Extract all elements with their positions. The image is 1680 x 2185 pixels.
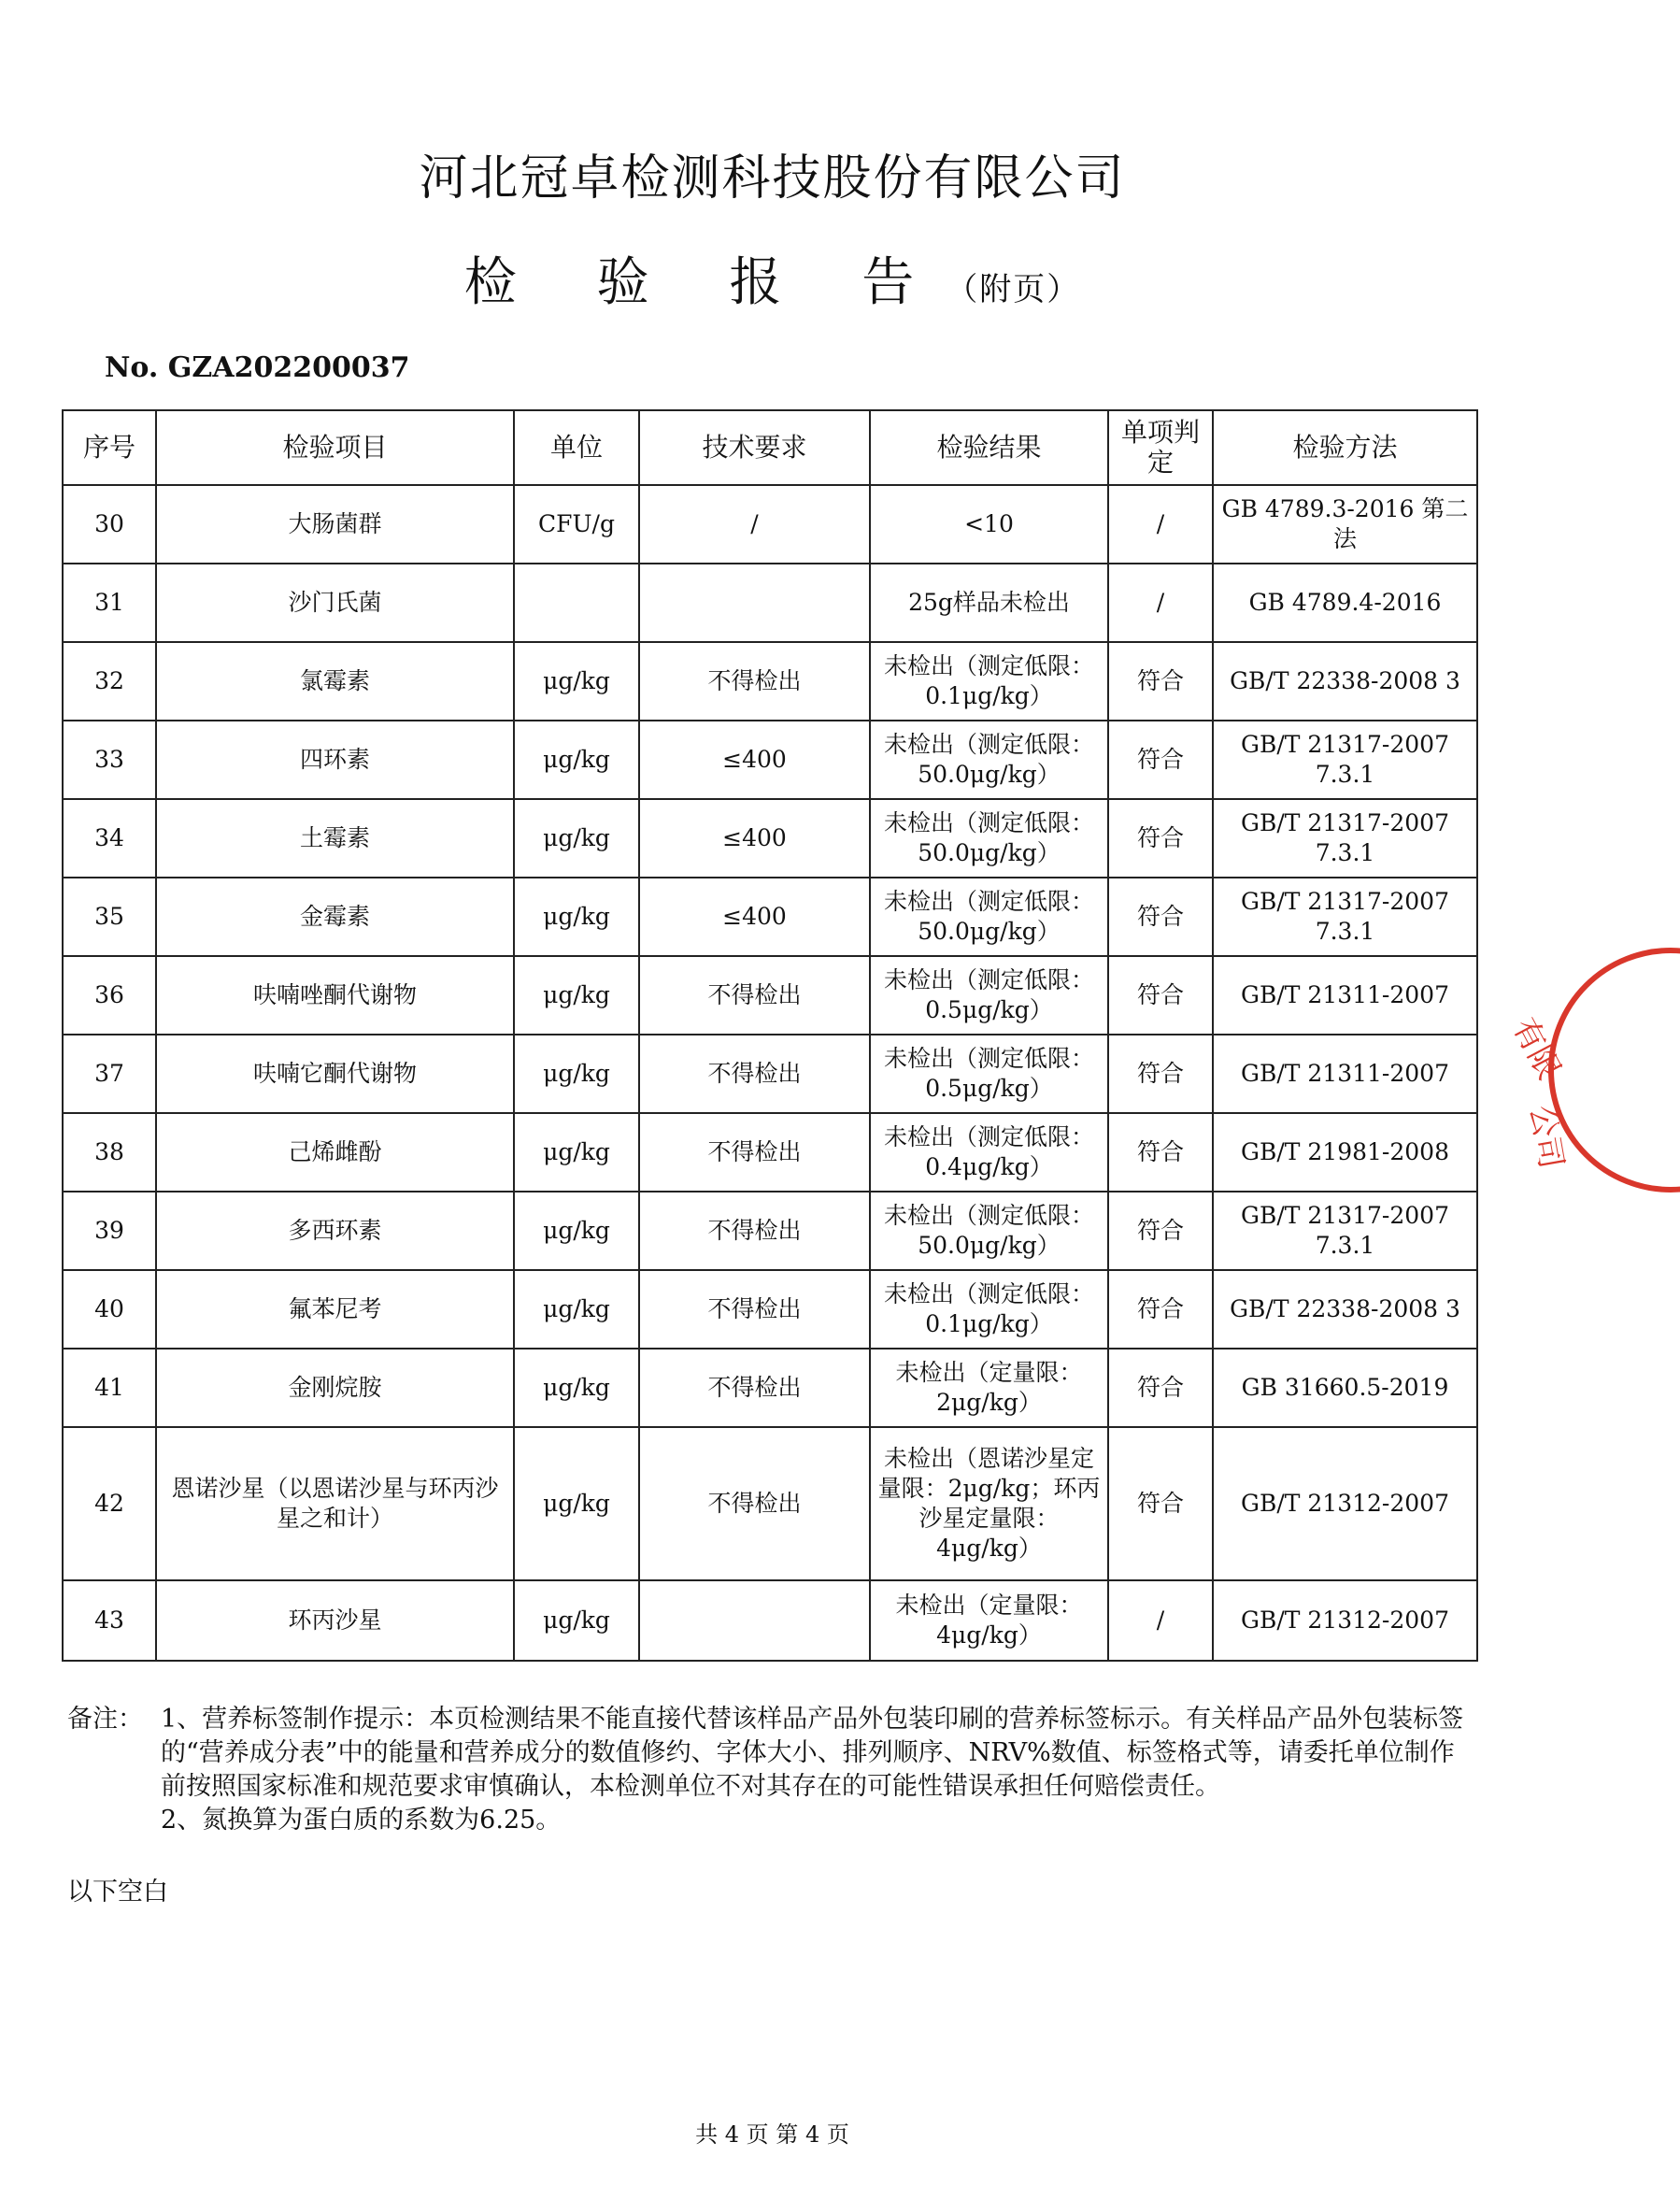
cell-unit: μg/kg	[514, 642, 639, 721]
table-row	[63, 956, 1477, 1035]
cell-method: GB 4789.3-2016 第二法	[1213, 485, 1477, 564]
table-row	[63, 1192, 1477, 1270]
page-number: 共 4 页 第 4 页	[695, 2121, 849, 2148]
cell-result: 未检出（测定低限：50.0μg/kg）	[870, 799, 1108, 878]
table-row	[63, 1580, 1477, 1661]
cell-method: GB/T 22338-2008 3	[1213, 1270, 1477, 1349]
cell-requirement	[639, 1580, 870, 1661]
report-number: No. GZA202200037	[105, 351, 410, 384]
cell-requirement: ≤400	[639, 721, 870, 799]
cell-unit: μg/kg	[514, 1035, 639, 1113]
cell-method: GB/T 21317-2007 7.3.1	[1213, 1192, 1477, 1270]
cell-no: 32	[63, 642, 156, 721]
header-no: 序号	[63, 410, 156, 485]
cell-unit: μg/kg	[514, 1349, 639, 1427]
cell-result: 未检出（测定低限：0.1μg/kg）	[870, 642, 1108, 721]
table-row	[63, 1113, 1477, 1192]
cell-method: GB/T 21981-2008	[1213, 1113, 1477, 1192]
cell-result: 未检出（测定低限：0.5μg/kg）	[870, 1035, 1108, 1113]
cell-item: 己烯雌酚	[156, 1113, 514, 1192]
cell-requirement: 不得检出	[639, 1270, 870, 1349]
report-title-line	[0, 241, 1545, 316]
header-method: 检验方法	[1213, 410, 1477, 485]
svg-text:公司: 公司	[1522, 1102, 1571, 1172]
table-row	[63, 1427, 1477, 1580]
cell-no: 35	[63, 878, 156, 956]
cell-item: 呋喃唑酮代谢物	[156, 956, 514, 1035]
cell-judgement: 符合	[1108, 799, 1213, 878]
cell-no: 41	[63, 1349, 156, 1427]
cell-method: GB/T 21317-2007 7.3.1	[1213, 878, 1477, 956]
results-table	[62, 409, 1478, 1662]
cell-unit: μg/kg	[514, 1427, 639, 1580]
cell-unit: μg/kg	[514, 878, 639, 956]
header-unit: 单位	[514, 410, 639, 485]
header-requirement: 技术要求	[639, 410, 870, 485]
cell-requirement: ≤400	[639, 878, 870, 956]
company-name: 河北冠卓检测科技股份有限公司	[419, 150, 1126, 207]
cell-no: 33	[63, 721, 156, 799]
cell-no: 42	[63, 1427, 156, 1580]
cell-requirement: 不得检出	[639, 642, 870, 721]
table-row	[63, 1270, 1477, 1349]
header-judgement: 单项判定	[1108, 410, 1213, 485]
cell-method: GB 4789.4-2016	[1213, 564, 1477, 642]
cell-requirement: 不得检出	[639, 956, 870, 1035]
cell-unit: μg/kg	[514, 721, 639, 799]
cell-method: GB/T 21312-2007	[1213, 1427, 1477, 1580]
blank-below-text: 以下空白	[67, 1878, 168, 1907]
seal-stamp-icon	[1493, 967, 1680, 1192]
cell-no: 40	[63, 1270, 156, 1349]
cell-result: 未检出（测定低限：0.5μg/kg）	[870, 956, 1108, 1035]
cell-unit: μg/kg	[514, 1270, 639, 1349]
notes-body	[161, 1703, 1478, 1837]
cell-judgement: 符合	[1108, 1192, 1213, 1270]
cell-result: <10	[870, 485, 1108, 564]
cell-no: 43	[63, 1580, 156, 1661]
cell-judgement: 符合	[1108, 1270, 1213, 1349]
table-row	[63, 642, 1477, 721]
cell-judgement: 符合	[1108, 1113, 1213, 1192]
cell-requirement: ≤400	[639, 799, 870, 878]
cell-item: 四环素	[156, 721, 514, 799]
cell-judgement: 符合	[1108, 1349, 1213, 1427]
cell-judgement: /	[1108, 1580, 1213, 1661]
cell-result: 25g样品未检出	[870, 564, 1108, 642]
cell-method: GB/T 21317-2007 7.3.1	[1213, 799, 1477, 878]
cell-no: 36	[63, 956, 156, 1035]
cell-item: 土霉素	[156, 799, 514, 878]
cell-requirement: 不得检出	[639, 1113, 870, 1192]
table-row	[63, 721, 1477, 799]
cell-method: GB/T 22338-2008 3	[1213, 642, 1477, 721]
cell-requirement: 不得检出	[639, 1192, 870, 1270]
cell-result: 未检出（测定低限：0.1μg/kg）	[870, 1270, 1108, 1349]
table-row	[63, 1035, 1477, 1113]
cell-result: 未检出（测定低限：0.4μg/kg）	[870, 1113, 1108, 1192]
cell-requirement: 不得检出	[639, 1035, 870, 1113]
cell-judgement: 符合	[1108, 956, 1213, 1035]
header-result: 检验结果	[870, 410, 1108, 485]
cell-judgement: 符合	[1108, 721, 1213, 799]
cell-item: 大肠菌群	[156, 485, 514, 564]
cell-judgement: /	[1108, 485, 1213, 564]
table-row	[63, 878, 1477, 956]
cell-item: 氯霉素	[156, 642, 514, 721]
cell-item: 金刚烷胺	[156, 1349, 514, 1427]
table-row	[63, 485, 1477, 564]
cell-no: 38	[63, 1113, 156, 1192]
cell-no: 34	[63, 799, 156, 878]
cell-item: 金霉素	[156, 878, 514, 956]
cell-result: 未检出（恩诺沙星定量限：2μg/kg；环丙沙星定量限：4μg/kg）	[870, 1427, 1108, 1580]
cell-item: 氟苯尼考	[156, 1270, 514, 1349]
table-row	[63, 564, 1477, 642]
cell-requirement	[639, 564, 870, 642]
note-1: 1、营养标签制作提示：本页检测结果不能直接代替该样品产品外包装印刷的营养标签标示。有关样品产品外包装标签的“营养成分表”中的能量和营养成分的数值修约、字体大小、排列顺序、NRV%数值、标签格式等，请委托单位制作前按照国家标准和规范要求审慎确认，本检测单位不对其存在的可能性错误承担任何赔偿责任。	[161, 1705, 1464, 1801]
cell-result: 未检出（测定低限：50.0μg/kg）	[870, 878, 1108, 956]
cell-no: 39	[63, 1192, 156, 1270]
cell-method: GB/T 21311-2007	[1213, 1035, 1477, 1113]
cell-judgement: /	[1108, 564, 1213, 642]
cell-item: 恩诺沙星（以恩诺沙星与环丙沙星之和计）	[156, 1427, 514, 1580]
cell-unit: CFU/g	[514, 485, 639, 564]
cell-unit: μg/kg	[514, 1192, 639, 1270]
table-row	[63, 799, 1477, 878]
cell-unit: μg/kg	[514, 956, 639, 1035]
cell-unit: μg/kg	[514, 1580, 639, 1661]
cell-unit: μg/kg	[514, 1113, 639, 1192]
cell-judgement: 符合	[1108, 642, 1213, 721]
cell-item: 沙门氏菌	[156, 564, 514, 642]
cell-item: 环丙沙星	[156, 1580, 514, 1661]
cell-no: 31	[63, 564, 156, 642]
notes-label: 备注：	[67, 1705, 143, 1734]
table-row	[63, 1349, 1477, 1427]
cell-item: 多西环素	[156, 1192, 514, 1270]
cell-result: 未检出（定量限：4μg/kg）	[870, 1580, 1108, 1661]
notes-section	[67, 1703, 1478, 1837]
cell-requirement: /	[639, 485, 870, 564]
cell-result: 未检出（测定低限：50.0μg/kg）	[870, 1192, 1108, 1270]
cell-no: 30	[63, 485, 156, 564]
cell-judgement: 符合	[1108, 1035, 1213, 1113]
cell-result: 未检出（定量限：2μg/kg）	[870, 1349, 1108, 1427]
cell-requirement: 不得检出	[639, 1427, 870, 1580]
cell-judgement: 符合	[1108, 1427, 1213, 1580]
cell-method: GB/T 21317-2007 7.3.1	[1213, 721, 1477, 799]
cell-judgement: 符合	[1108, 878, 1213, 956]
cell-no: 37	[63, 1035, 156, 1113]
svg-text:有限: 有限	[1504, 1011, 1568, 1086]
cell-method: GB 31660.5-2019	[1213, 1349, 1477, 1427]
cell-item: 呋喃它酮代谢物	[156, 1035, 514, 1113]
cell-unit	[514, 564, 639, 642]
cell-requirement: 不得检出	[639, 1349, 870, 1427]
note-2: 2、氮换算为蛋白质的系数为6.25。	[161, 1806, 562, 1835]
report-subtitle: （附页）	[946, 271, 1081, 308]
cell-unit: μg/kg	[514, 799, 639, 878]
table-header-row	[63, 410, 1477, 485]
cell-method: GB/T 21312-2007	[1213, 1580, 1477, 1661]
cell-result: 未检出（测定低限：50.0μg/kg）	[870, 721, 1108, 799]
header-item: 检验项目	[156, 410, 514, 485]
cell-method: GB/T 21311-2007	[1213, 956, 1477, 1035]
report-title: 检 验 报 告	[463, 252, 947, 313]
